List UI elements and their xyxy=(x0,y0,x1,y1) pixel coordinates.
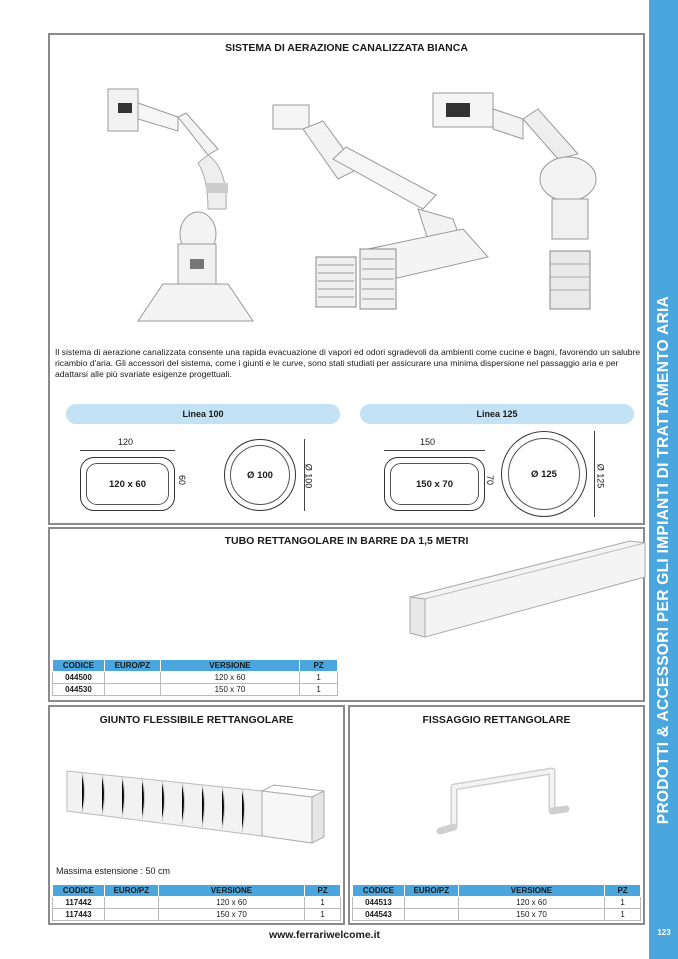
sidebar-title: PRODOTTI & ACCESSORI PER GLI IMPIANTI DI TRATTAMENTO ARIA xyxy=(655,295,672,825)
line-100-header: Linea 100 xyxy=(66,404,340,424)
rect-section-shape xyxy=(384,457,485,511)
system-section xyxy=(48,33,645,525)
price-cell xyxy=(104,909,158,921)
system-illustration xyxy=(68,59,628,329)
rect-tube-illustration xyxy=(400,537,650,657)
table-row xyxy=(53,909,341,921)
width-dimension-line xyxy=(80,450,175,451)
page-number: 123 xyxy=(657,928,671,937)
line-125-header: Linea 125 xyxy=(360,404,634,424)
line-125-diagram xyxy=(368,435,638,525)
tubo-section xyxy=(48,527,645,702)
tubo-table xyxy=(52,659,338,696)
table-row xyxy=(353,909,641,921)
code-cell: 044513 xyxy=(353,897,405,909)
round-section-shape xyxy=(501,431,587,517)
col-versione: VERSIONE xyxy=(158,885,304,897)
qty-cell: 1 xyxy=(305,897,341,909)
max-extension-note: Massima estensione : 50 cm xyxy=(56,866,171,876)
rect-duct-illustration xyxy=(273,105,488,309)
diameter-dimension: Ø 100 xyxy=(303,463,314,489)
col-versione: VERSIONE xyxy=(160,660,299,672)
rect-section-label: 150 x 70 xyxy=(390,463,479,505)
code-cell: 117442 xyxy=(53,897,105,909)
system-description: Il sistema di aerazione canalizzata consente una rapida evacuazione di vapori ed odori sgradevoli da ambienti come cucine e bagni, favorendo un salubre ricambio d'aria. Gli accessori del sistema, come i giunti e le curve, sono stati studiati per assicurare una minima dispersione nel passaggio aria e per adattarsi alle più svariate esigenze progettuali. xyxy=(55,347,641,380)
col-pz: PZ xyxy=(605,885,641,897)
round-section-shape xyxy=(224,439,296,511)
version-cell: 120 x 60 xyxy=(160,672,299,684)
table-row xyxy=(53,672,338,684)
diameter-dimension: Ø 125 xyxy=(595,463,606,489)
code-cell: 117443 xyxy=(53,909,105,921)
qty-cell: 1 xyxy=(605,897,641,909)
col-euro: EURO/PZ xyxy=(404,885,458,897)
col-codice: CODICE xyxy=(53,885,105,897)
version-cell: 120 x 60 xyxy=(158,897,304,909)
fissaggio-title: FISSAGGIO RETTANGOLARE xyxy=(422,714,571,726)
width-dimension-line xyxy=(384,450,485,451)
giunto-title: GIUNTO FLESSIBILE RETTANGOLARE xyxy=(99,714,294,726)
system-title: SISTEMA DI AERAZIONE CANALIZZATA BIANCA xyxy=(225,42,468,54)
code-cell: 044530 xyxy=(53,684,105,696)
hood-assembly-illustration xyxy=(108,89,253,321)
table-row xyxy=(353,897,641,909)
price-cell xyxy=(104,897,158,909)
price-cell xyxy=(404,909,458,921)
col-codice: CODICE xyxy=(353,885,405,897)
version-cell: 150 x 70 xyxy=(158,909,304,921)
qty-cell: 1 xyxy=(300,684,338,696)
price-cell xyxy=(104,672,160,684)
giunto-section xyxy=(48,705,345,925)
code-cell: 044500 xyxy=(53,672,105,684)
code-cell: 044543 xyxy=(353,909,405,921)
round-section-label: Ø 125 xyxy=(508,438,580,510)
fissaggio-section xyxy=(348,705,645,925)
mounting-bracket-illustration xyxy=(432,757,572,847)
rect-section-shape xyxy=(80,457,175,511)
col-pz: PZ xyxy=(305,885,341,897)
giunto-table xyxy=(52,884,341,921)
col-euro: EURO/PZ xyxy=(104,660,160,672)
col-euro: EURO/PZ xyxy=(104,885,158,897)
price-cell xyxy=(104,684,160,696)
round-duct-illustration xyxy=(433,93,596,309)
price-cell xyxy=(404,897,458,909)
qty-cell: 1 xyxy=(605,909,641,921)
footer-url[interactable]: www.ferrariwelcome.it xyxy=(268,929,381,941)
rect-section-label: 120 x 60 xyxy=(86,463,169,505)
col-codice: CODICE xyxy=(53,660,105,672)
table-row xyxy=(53,684,338,696)
height-dimension: 60 xyxy=(177,474,188,486)
round-section-label: Ø 100 xyxy=(230,445,290,505)
version-cell: 150 x 70 xyxy=(160,684,299,696)
version-cell: 120 x 60 xyxy=(458,897,604,909)
version-cell: 150 x 70 xyxy=(458,909,604,921)
flexible-joint-illustration xyxy=(62,751,332,851)
col-versione: VERSIONE xyxy=(458,885,604,897)
width-dimension: 150 xyxy=(420,437,436,447)
col-pz: PZ xyxy=(300,660,338,672)
height-dimension: 70 xyxy=(485,474,496,486)
qty-cell: 1 xyxy=(305,909,341,921)
table-row xyxy=(53,897,341,909)
width-dimension: 120 xyxy=(118,437,134,447)
qty-cell: 1 xyxy=(300,672,338,684)
fissaggio-table xyxy=(352,884,641,921)
tubo-title: TUBO RETTANGOLARE IN BARRE DA 1,5 METRI xyxy=(224,535,469,547)
line-100-diagram xyxy=(74,435,334,525)
